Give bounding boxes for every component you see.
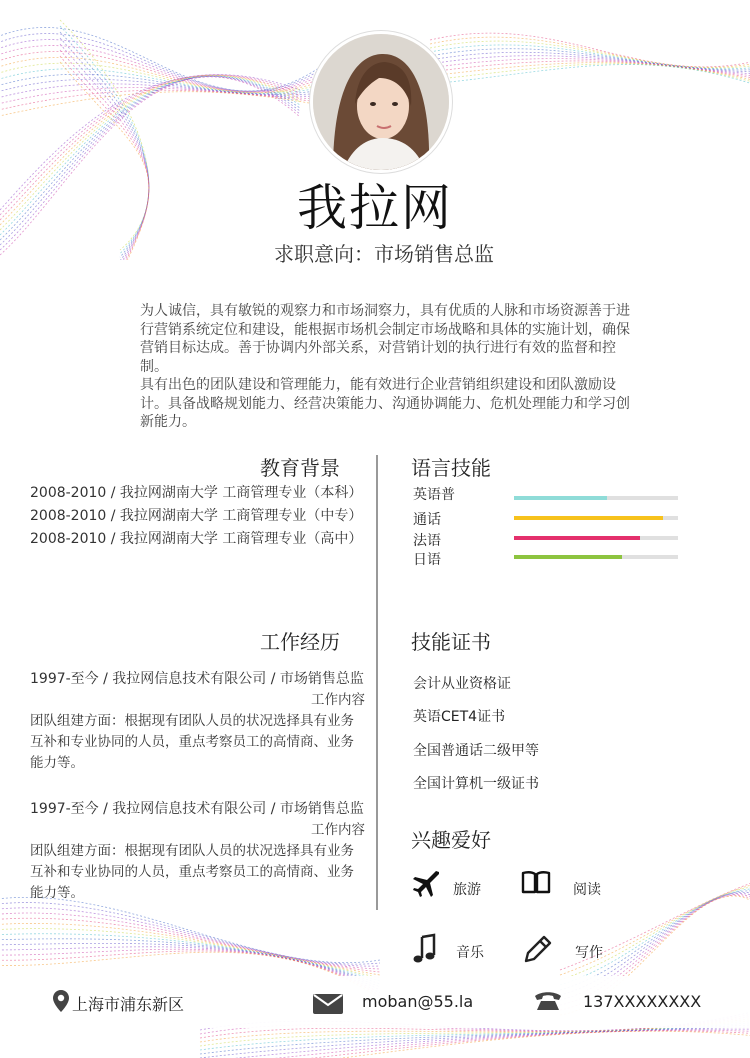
education-title: 教育背景 [260,456,340,480]
certificate-item: 全国普通话二级甲等 [413,743,539,759]
pencil-icon [522,933,554,965]
education-item: 2008-2010 / 我拉网湖南大学 工商管理专业（本科） [30,485,363,501]
language-label: 法语 [413,533,441,549]
music-icon [410,933,442,965]
certificates-title: 技能证书 [411,630,491,654]
column-divider [376,455,378,910]
language-level-bar [514,555,678,559]
certificate-item: 全国计算机一级证书 [413,776,539,792]
work-item [30,799,365,904]
summary-paragraph: 为人诚信，具有敏锐的观察力和市场洞察力，具有优质的人脉和市场资源善于进行营销系统定位和建设，能根据市场机会制定市场战略和具体的实施计划，确保营销目标达成。善于协调内外部关系，对营销计划的执行进行有效的监督和控制。 [140,303,630,375]
hobby-label: 写作 [575,945,603,961]
work-title: 工作经历 [260,630,340,654]
certificate-item: 会计从业资格证 [413,676,511,692]
language-level-fill [514,536,640,540]
airplane-icon [410,868,442,900]
contact-phone: 137XXXXXXXX [583,992,702,1011]
hobbies-title: 兴趣爱好 [411,828,491,852]
job-intent: 求职意向：市场销售总监 [274,242,494,266]
education-item: 2008-2010 / 我拉网湖南大学 工商管理专业（中专） [30,508,363,524]
work-item [30,669,365,774]
work-item-sub: 工作内容 [311,822,365,838]
work-item-head: 1997-至今 / 我拉网信息技术有限公司 / 市场销售总监 [30,671,364,687]
work-item-desc: 团队组建方面：根据现有团队人员的状况选择具有业务互补和专业协同的人员，重点考察员工的高情商、业务能力等。 [30,843,354,901]
language-title: 语言技能 [411,456,491,480]
language-label: 英语普 [413,487,455,503]
hobby-label: 音乐 [456,945,484,961]
phone-icon [533,990,563,1012]
avatar [310,31,452,173]
mail-icon [313,994,343,1014]
candidate-name: 我拉网 [297,179,453,237]
language-level-fill [514,496,607,500]
language-level-fill [514,516,663,520]
work-item-sub: 工作内容 [311,692,365,708]
location-pin-icon [52,989,70,1013]
work-item-desc: 团队组建方面：根据现有团队人员的状况选择具有业务互补和专业协同的人员，重点考察员工的高情商、业务能力等。 [30,713,354,771]
language-label: 日语 [413,552,441,568]
contact-address: 上海市浦东新区 [72,995,185,1014]
language-label: 通话 [413,512,441,528]
certificate-item: 英语CET4证书 [413,709,506,725]
language-level-bar [514,496,678,500]
hobby-label: 旅游 [453,882,481,898]
contact-email[interactable]: moban@55.la [362,992,474,1011]
self-summary [140,302,630,432]
summary-paragraph: 具有出色的团队建设和管理能力，能有效进行企业营销组织建设和团队激励设计。具备战略规划能力、经营决策能力、沟通协调能力、危机处理能力和学习创新能力。 [140,377,630,430]
book-icon [520,866,552,898]
hobby-label: 阅读 [573,882,601,898]
language-level-fill [514,555,622,559]
language-level-bar [514,516,678,520]
language-level-bar [514,536,678,540]
education-item: 2008-2010 / 我拉网湖南大学 工商管理专业（高中） [30,531,363,547]
education-list [30,483,365,552]
work-item-head: 1997-至今 / 我拉网信息技术有限公司 / 市场销售总监 [30,801,364,817]
